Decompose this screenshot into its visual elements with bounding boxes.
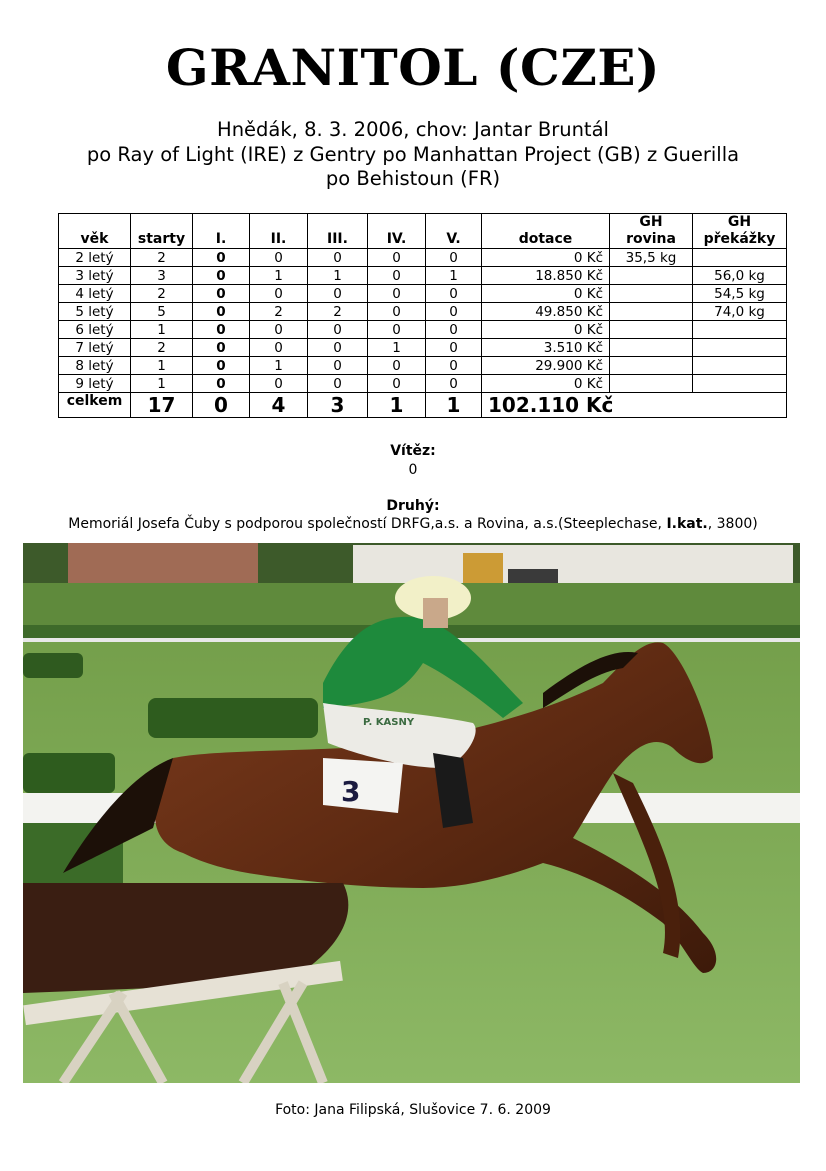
saddle-cloth bbox=[323, 758, 403, 813]
table-cell: 0 bbox=[426, 249, 482, 267]
table-cell: 1 bbox=[250, 357, 308, 375]
table-cell: 0 bbox=[368, 375, 426, 393]
second-place-section bbox=[0, 498, 826, 532]
header-cell: GH rovina bbox=[610, 214, 693, 249]
table-cell: 1 bbox=[426, 267, 482, 285]
table-cell: 7 letý bbox=[59, 339, 131, 357]
total-cell: 1 bbox=[368, 393, 426, 418]
table-cell: 74,0 kg bbox=[693, 303, 787, 321]
winner-section bbox=[0, 443, 826, 478]
table-cell bbox=[610, 321, 693, 339]
table-cell: 0 bbox=[308, 375, 368, 393]
pedigree-line-3: po Behistoun (FR) bbox=[325, 167, 501, 190]
table-cell: 35,5 kg bbox=[610, 249, 693, 267]
table-cell: 6 letý bbox=[59, 321, 131, 339]
table-cell: 0 Kč bbox=[482, 375, 610, 393]
table-cell: 0 bbox=[368, 357, 426, 375]
table-cell: 0 bbox=[250, 339, 308, 357]
table-cell bbox=[693, 249, 787, 267]
table-cell: 3.510 Kč bbox=[482, 339, 610, 357]
photo-caption: Foto: Jana Filipská, Slušovice 7. 6. 2009 bbox=[275, 1102, 551, 1118]
table-cell: 0 bbox=[193, 321, 250, 339]
table-row bbox=[59, 249, 787, 267]
table-cell: 1 bbox=[308, 267, 368, 285]
pedigree-line-1: Hnědák, 8. 3. 2006, chov: Jantar Bruntál bbox=[217, 118, 609, 141]
table-cell: 0 bbox=[193, 357, 250, 375]
table-cell: 0 bbox=[368, 285, 426, 303]
table-cell: 5 letý bbox=[59, 303, 131, 321]
table-cell: 0 bbox=[308, 357, 368, 375]
total-cell: 4 bbox=[250, 393, 308, 418]
header-cell: IV. bbox=[368, 214, 426, 249]
total-cell: 102.110 Kč bbox=[482, 393, 787, 418]
table-row bbox=[59, 267, 787, 285]
pedigree-line-2: po Ray of Light (IRE) z Gentry po Manhattan Project (GB) z Guerilla bbox=[86, 142, 740, 166]
table-cell: 0 bbox=[250, 321, 308, 339]
header-cell: II. bbox=[250, 214, 308, 249]
race-distance: , 3800) bbox=[707, 516, 758, 532]
total-cell: 17 bbox=[131, 393, 193, 418]
table-cell: 0 bbox=[193, 267, 250, 285]
jockey-name: P. KASNY bbox=[363, 717, 415, 728]
table-cell: 0 bbox=[308, 249, 368, 267]
race-category: I.kat. bbox=[666, 516, 708, 532]
table-cell: 0 bbox=[250, 285, 308, 303]
table-header-row bbox=[59, 214, 787, 249]
hedge bbox=[148, 698, 318, 738]
race-name: Memoriál Josefa Čuby s podporou společností DRFG,a.s. a Rovina, a.s.(Steeplechase, bbox=[68, 516, 667, 532]
table-cell: 2 bbox=[250, 303, 308, 321]
table-cell bbox=[610, 267, 693, 285]
pedigree-info bbox=[80, 118, 746, 192]
table-cell bbox=[610, 339, 693, 357]
race-photo bbox=[23, 543, 800, 1083]
winner-label: Vítěz: bbox=[390, 443, 436, 459]
winner-value: 0 bbox=[408, 462, 418, 478]
second-place-label: Druhý: bbox=[386, 498, 440, 514]
table-cell: 0 bbox=[368, 249, 426, 267]
table-cell: 1 bbox=[131, 357, 193, 375]
second-place-race bbox=[0, 516, 826, 532]
table-cell bbox=[693, 339, 787, 357]
table-row bbox=[59, 321, 787, 339]
table-cell: 0 bbox=[426, 375, 482, 393]
table-cell: 0 bbox=[193, 285, 250, 303]
header-cell: I. bbox=[193, 214, 250, 249]
table-cell: 1 bbox=[368, 339, 426, 357]
saddle-number: 3 bbox=[341, 775, 361, 808]
table-row bbox=[59, 357, 787, 375]
table-cell: 0 bbox=[193, 375, 250, 393]
table-cell: 0 bbox=[250, 375, 308, 393]
table-cell: 0 bbox=[308, 339, 368, 357]
total-cell: 1 bbox=[426, 393, 482, 418]
table-cell bbox=[610, 303, 693, 321]
header-cell: věk bbox=[59, 214, 131, 249]
table-cell: 18.850 Kč bbox=[482, 267, 610, 285]
table-row bbox=[59, 375, 787, 393]
header-cell: GH překážky bbox=[693, 214, 787, 249]
table-cell: 2 bbox=[131, 339, 193, 357]
total-cell: 0 bbox=[193, 393, 250, 418]
table-cell: 0 bbox=[368, 303, 426, 321]
table-cell: 2 bbox=[308, 303, 368, 321]
table-cell: 0 bbox=[193, 303, 250, 321]
total-cell: 3 bbox=[308, 393, 368, 418]
table-cell: 0 bbox=[368, 267, 426, 285]
table-cell: 54,5 kg bbox=[693, 285, 787, 303]
table-row bbox=[59, 303, 787, 321]
horse-name-title: GRANITOL (CZE) bbox=[165, 38, 661, 97]
table-cell: 0 bbox=[426, 285, 482, 303]
table-cell bbox=[693, 375, 787, 393]
table-cell: 0 bbox=[426, 303, 482, 321]
table-row bbox=[59, 285, 787, 303]
table-cell: 0 bbox=[250, 249, 308, 267]
table-cell: 0 Kč bbox=[482, 321, 610, 339]
total-cell: celkem bbox=[59, 393, 131, 418]
table-cell: 1 bbox=[250, 267, 308, 285]
table-cell: 0 bbox=[426, 339, 482, 357]
table-cell: 56,0 kg bbox=[693, 267, 787, 285]
table-cell: 4 letý bbox=[59, 285, 131, 303]
table-cell: 2 bbox=[131, 285, 193, 303]
table-cell: 49.850 Kč bbox=[482, 303, 610, 321]
table-cell bbox=[610, 375, 693, 393]
header-cell: V. bbox=[426, 214, 482, 249]
table-cell: 0 Kč bbox=[482, 285, 610, 303]
header-cell: dotace bbox=[482, 214, 610, 249]
table-cell: 0 bbox=[426, 321, 482, 339]
table-cell: 5 bbox=[131, 303, 193, 321]
table-cell: 2 bbox=[131, 249, 193, 267]
building-left bbox=[68, 543, 258, 583]
table-cell: 9 letý bbox=[59, 375, 131, 393]
table-cell: 8 letý bbox=[59, 357, 131, 375]
table-cell: 0 bbox=[193, 249, 250, 267]
table-cell: 1 bbox=[131, 375, 193, 393]
table-row bbox=[59, 339, 787, 357]
table-cell bbox=[693, 357, 787, 375]
table-cell bbox=[693, 321, 787, 339]
table-cell: 0 Kč bbox=[482, 249, 610, 267]
table-cell: 3 letý bbox=[59, 267, 131, 285]
table-cell: 1 bbox=[131, 321, 193, 339]
table-cell: 3 bbox=[131, 267, 193, 285]
table-cell: 0 bbox=[193, 339, 250, 357]
table-cell: 0 bbox=[308, 321, 368, 339]
header-cell: III. bbox=[308, 214, 368, 249]
table-cell bbox=[610, 357, 693, 375]
table-cell: 0 bbox=[368, 321, 426, 339]
table-cell: 2 letý bbox=[59, 249, 131, 267]
race-statistics-table bbox=[58, 213, 787, 418]
header-cell: starty bbox=[131, 214, 193, 249]
table-cell bbox=[610, 285, 693, 303]
total-row bbox=[59, 393, 787, 418]
table-cell: 0 bbox=[426, 357, 482, 375]
table-cell: 29.900 Kč bbox=[482, 357, 610, 375]
table-cell: 0 bbox=[308, 285, 368, 303]
